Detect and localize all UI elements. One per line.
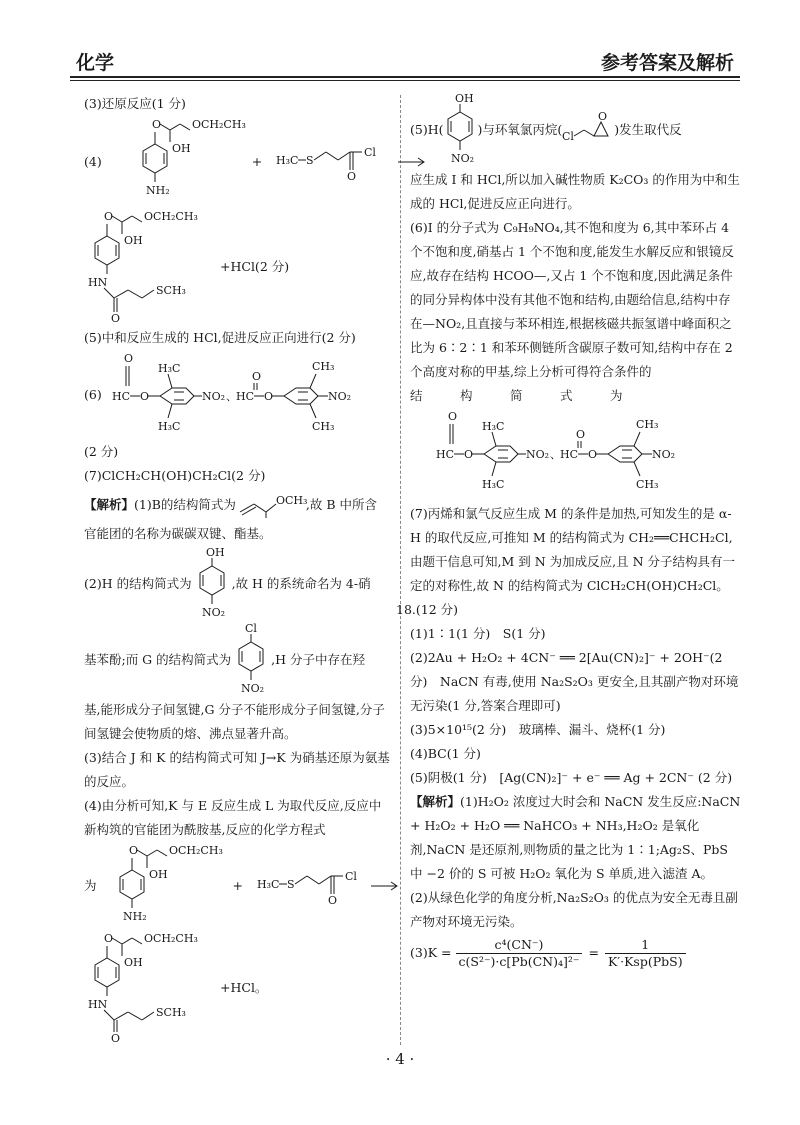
answer-6-score: (2 分) (84, 444, 119, 459)
analysis-6: (6)I 的分子式为 C₉H₉NO₄,其不饱和度为 6,其中苯环占 4 个不饱和度,硝基占 1 个不饱和度,能发生水解反应和银镜反应,故存在结构 HCOO—,又占 1 个不饱和度,因此满足条件的同分异构体中没有其他不饱和结构,由题给信息,结构中存在—NO₂,且直接与苯环相连,根据核磁共振氢谱中峰面积之比为 6∶2∶1 和苯环侧链所含碳原子数可知,结构中存在 2 个高度对称的甲基,综上分析可得符合条件的 (410, 220, 734, 379)
header-rule-thin (70, 80, 740, 81)
svg-text:O: O (139, 390, 149, 403)
structure-acyl-chloride-2 (257, 866, 369, 906)
svg-text:O: O (104, 932, 114, 945)
svg-text:H₃C: H₃C (482, 420, 505, 433)
svg-text:、: 、 (225, 390, 237, 403)
analysis-5-a: (5)H( (410, 122, 444, 137)
svg-text:OH: OH (205, 546, 225, 559)
svg-text:H₃C: H₃C (482, 478, 505, 491)
section-title: 参考答案及解析 (600, 52, 734, 74)
svg-text:OCH₂CH₃: OCH₂CH₃ (191, 118, 246, 131)
svg-text:OCH₂CH₃: OCH₂CH₃ (144, 210, 198, 223)
analysis-18-tag: 【解析】 (410, 794, 461, 809)
analysis-5-b: )与环氧氯丙烷( (477, 122, 563, 137)
answer-18-4: (4)BC(1 分) (410, 746, 481, 761)
answer-5: (5)中和反应生成的 HCl,促进反应正向进行(2 分) (84, 330, 356, 345)
svg-text:O: O (111, 312, 121, 325)
structure-acyl-chloride (276, 142, 396, 182)
svg-text:HC: HC (235, 390, 254, 403)
svg-text:OH: OH (124, 956, 143, 969)
svg-text:HC: HC (560, 448, 579, 461)
svg-text:O: O (588, 448, 598, 461)
svg-text:O: O (598, 110, 608, 123)
analysis-18-2: (2)从绿色化学的角度分析,Na₂S₂O₃ 的优点为安全无毒且副产物对环境无污染。 (410, 890, 738, 929)
svg-text:NO₂: NO₂ (201, 390, 225, 403)
svg-text:SCH₃: SCH₃ (156, 284, 186, 297)
svg-text:OH: OH (148, 868, 168, 881)
analysis-tag: 【解析】 (84, 497, 135, 512)
svg-text:CH₃: CH₃ (311, 420, 335, 433)
svg-text:NO₂: NO₂ (526, 448, 550, 461)
structure-acrylate (236, 490, 306, 520)
analysis-1-tail: ,故 B 中所含 (305, 497, 378, 512)
page-number: · 4 · (385, 1050, 415, 1068)
structure-amide-product-2 (84, 930, 214, 1046)
svg-text:H₃C: H₃C (276, 154, 299, 167)
answer-4-product (84, 208, 390, 326)
svg-text:Cl: Cl (562, 130, 575, 143)
svg-text:HC: HC (111, 390, 130, 403)
answer-6-label: (6) (84, 387, 102, 402)
analysis-18-1 (410, 790, 742, 886)
k-numerator-2: 1 (605, 937, 686, 954)
right-column (396, 92, 742, 972)
equals-sign: = (588, 945, 599, 960)
svg-text:HN: HN (88, 998, 108, 1011)
plus-sign: + (251, 154, 263, 169)
svg-text:HN: HN (88, 276, 108, 289)
analysis-3: (3)结合 J 和 K 的结构简式可知 J→K 为硝基还原为氨基的反应。 (84, 750, 390, 789)
structure-aminophenyl-ether-2 (99, 842, 223, 930)
svg-text:O: O (328, 894, 338, 907)
svg-text:O: O (151, 118, 161, 131)
svg-text:CH₃: CH₃ (636, 478, 659, 491)
svg-text:OCH₂CH₃: OCH₂CH₃ (144, 932, 198, 945)
svg-text:O: O (347, 170, 357, 183)
svg-text:O: O (104, 210, 114, 223)
k-denominator-2: K′·Ksp(PbS) (607, 953, 683, 969)
svg-text:NO₂: NO₂ (451, 152, 475, 165)
svg-text:H₃C: H₃C (157, 362, 181, 375)
answer-4-hcl: +HCl(2 分) (220, 259, 290, 274)
analysis-18-3 (410, 934, 742, 972)
structure-4-nitrochlorobenzene (231, 622, 271, 698)
header-rule (70, 76, 740, 78)
analysis-2-g-text: 基苯酚;而 G 的结构简式为 (84, 652, 232, 667)
svg-text:OCH₃: OCH₃ (275, 494, 308, 507)
analysis-5-cont: 应生成 I 和 HCl,所以加入碱性物质 K₂CO₃ 的作用为中和生成的 HCl,促进反应正向进行。 (410, 172, 740, 211)
structure-isomers (106, 350, 376, 440)
analysis-4-product (84, 930, 390, 1046)
svg-text:OH: OH (455, 92, 475, 105)
analysis-6-last: 结 构 简 式 为 (410, 388, 623, 403)
analysis-4-hcl: +HCl。 (220, 980, 268, 995)
svg-text:、: 、 (550, 448, 561, 461)
reaction-arrow-2 (369, 880, 401, 892)
svg-text:S: S (287, 878, 295, 891)
analysis-1-text: (1)B的结构简式为 (134, 497, 236, 512)
svg-text:NO₂: NO₂ (327, 390, 351, 403)
answer-18-5: (5)阴极(1 分) [Ag(CN)₂]⁻ + e⁻ ══ Ag + 2CN⁻ (2 分) (410, 770, 733, 785)
structure-aminophenyl-ether (108, 116, 246, 208)
svg-text:NO₂: NO₂ (652, 448, 676, 461)
analysis-4-reaction (84, 842, 390, 930)
svg-text:CH₃: CH₃ (311, 360, 335, 373)
structure-isomers-2 (430, 408, 730, 502)
answer-18-3: (3)5×10¹⁵(2 分) 玻璃棒、漏斗、烧杯(1 分) (410, 722, 666, 737)
svg-text:H₃C: H₃C (257, 878, 280, 891)
analysis-2-g (84, 622, 390, 698)
svg-text:CH₃: CH₃ (636, 418, 659, 431)
k-fraction-1 (456, 937, 583, 970)
column-divider (400, 95, 401, 1045)
structure-h-nitrophenol (443, 92, 477, 168)
svg-text:NH₂: NH₂ (122, 910, 147, 923)
svg-text:O: O (464, 448, 474, 461)
answer-4-reaction (84, 116, 390, 208)
analysis-1 (84, 488, 390, 522)
svg-text:O: O (128, 844, 138, 857)
svg-text:O: O (263, 390, 273, 403)
structure-4-nitrophenol (192, 546, 232, 622)
svg-text:OH: OH (124, 234, 143, 247)
svg-text:Cl: Cl (245, 622, 258, 635)
analysis-18-3-label: (3)K = (410, 945, 452, 960)
svg-text:NO₂: NO₂ (241, 682, 265, 695)
structure-amide-product (84, 208, 214, 326)
svg-text:S: S (306, 154, 314, 167)
answer-3: (3)还原反应(1 分) (84, 96, 186, 111)
svg-text:OH: OH (171, 142, 191, 155)
analysis-5 (410, 92, 742, 168)
analysis-2-g-tail: ,H 分子中存在羟 (271, 652, 366, 667)
svg-text:O: O (448, 410, 458, 423)
svg-text:O: O (251, 370, 261, 383)
answer-7: (7)ClCH₂CH(OH)CH₂Cl(2 分) (84, 468, 266, 483)
question-18: 18.(12 分) (396, 602, 459, 617)
analysis-4-wei: 为 (84, 878, 97, 893)
svg-text:Cl: Cl (364, 146, 377, 159)
analysis-1-cont: 官能团的名称为碳碳双键、酯基。 (84, 526, 272, 541)
svg-text:H₃C: H₃C (157, 420, 181, 433)
svg-text:NO₂: NO₂ (201, 606, 225, 619)
svg-text:OCH₂CH₃: OCH₂CH₃ (168, 844, 223, 857)
svg-text:O: O (576, 428, 586, 441)
analysis-7: (7)丙烯和氯气反应生成 M 的条件是加热,可知发生的是 α-H 的取代反应,可推知 M 的结构简式为 CH₂══CHCH₂Cl,由题干信息可知,M 到 N 为加成反应,且 N 分子结构具有一定的对称性,故 N 的结构简式为 ClCH₂CH(OH)CH₂Cl。 (410, 506, 735, 593)
answer-18-2: (2)2Au + H₂O₂ + 4CN⁻ ══ 2[Au(CN)₂]⁻ + 2OH⁻(2 分) NaCN 有毒,使用 Na₂S₂O₃ 更安全,且其副产物对环境无污染(1 分,答案合理即可) (410, 650, 739, 713)
answer-4-label: (4) (84, 154, 102, 169)
analysis-5-c: )发生取代反 (614, 122, 682, 137)
svg-text:NH₂: NH₂ (145, 184, 170, 197)
analysis-18-1-text: (1)H₂O₂ 浓度过大时会和 NaCN 发生反应:NaCN + H₂O₂ + H₂O ══ NaHCO₃ + NH₃,H₂O₂ 是氧化剂,NaCN 是还原剂,则物质的量之比为 1∶1;Ag₂S、PbS 中 −2 价的 S 可被 H₂O₂ 氧化为 S 单质,进入滤渣 A。 (410, 794, 741, 881)
k-denominator: c(S²⁻)·c[Pb(CN)₄]²⁻ (458, 953, 580, 969)
analysis-2 (84, 546, 390, 622)
k-fraction-2 (605, 937, 686, 970)
analysis-2-cont: 基,能形成分子间氢键,G 分子不能形成分子间氢键,分子间氢键会使物质的熔、沸点显著升高。 (84, 702, 385, 741)
k-numerator: c⁴(CN⁻) (456, 937, 583, 954)
answer-6 (84, 350, 390, 440)
plus-sign-2: + (232, 878, 243, 893)
svg-text:O: O (111, 1032, 121, 1045)
svg-text:O: O (123, 352, 133, 365)
svg-text:SCH₃: SCH₃ (156, 1006, 186, 1019)
analysis-2-text: (2)H 的结构简式为 (84, 576, 192, 591)
svg-text:HC: HC (436, 448, 455, 461)
structure-epichlorohydrin (562, 110, 614, 150)
subject-title: 化学 (76, 52, 115, 74)
page-header (70, 42, 740, 82)
analysis-2-tail: ,故 H 的系统命名为 4-硝 (231, 576, 371, 591)
analysis-4: (4)由分析可知,K 与 E 反应生成 L 为取代反应,反应中新构筑的官能团为酰胺基,反应的化学方程式 (84, 798, 382, 837)
left-column (84, 92, 390, 1046)
svg-text:Cl: Cl (345, 870, 357, 883)
answer-18-1: (1)1∶1(1 分) S(1 分) (410, 626, 546, 641)
